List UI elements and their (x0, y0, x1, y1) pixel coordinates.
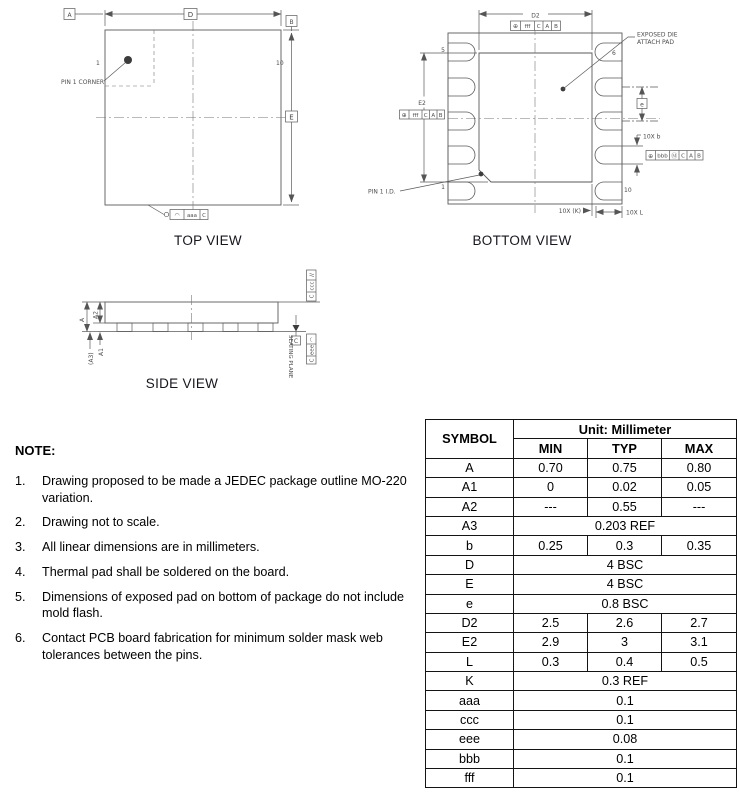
pin1-id-leader (400, 175, 480, 191)
fcf-eee-flatness-icon: ◠ (309, 337, 316, 342)
value-cell: 4 BSC (514, 555, 737, 574)
min-header: MIN (514, 439, 588, 458)
side-height-dims (82, 302, 105, 349)
fcf-e2-tolerance: fff (412, 112, 419, 119)
dim-l-label: 10X L (626, 209, 643, 217)
max-cell: 0.80 (662, 458, 737, 477)
fcf-d2-position-icon: ⊕ (512, 23, 519, 31)
notes-section (15, 443, 413, 672)
symbol-cell: fff (426, 769, 514, 788)
notes-heading: NOTE: (15, 443, 56, 458)
pin1-id-label: PIN 1 I.D. (368, 188, 396, 196)
top-view-title: TOP VIEW (174, 233, 242, 248)
symbol-cell: A3 (426, 516, 514, 535)
pin1-corner-label: PIN 1 CORNER (61, 79, 105, 86)
note-text: Drawing proposed to be made a JEDEC package outline MO-220 variation. (42, 474, 407, 505)
table-row (426, 536, 737, 555)
value-cell: 0.8 BSC (514, 594, 737, 613)
fcf-b-datum3: B (697, 153, 701, 160)
fcf-d2-datum1: C (536, 24, 541, 30)
table-row (426, 613, 737, 632)
exposed-pad-label-line1: EXPOSED DIE (637, 31, 678, 39)
exposed-pad-label-line2: ATTACH PAD (637, 39, 674, 46)
note-number: 4. (15, 564, 26, 579)
pin1-id-dot (479, 172, 484, 177)
datum-b-flag: B (289, 19, 294, 26)
table-row (426, 555, 737, 574)
table-row (426, 594, 737, 613)
symbol-cell: A2 (426, 497, 514, 516)
seating-plane-label: SEATING PLANE (287, 335, 293, 379)
symbol-cell: D2 (426, 613, 514, 632)
typ-cell: 3 (588, 633, 662, 652)
dim-A3-label: (A3) (88, 352, 95, 365)
table-row (426, 458, 737, 477)
fcf-eee-tolerance: eee (309, 344, 316, 356)
fcf-aaa-datum: C (202, 213, 206, 219)
value-cell: 0.08 (514, 730, 737, 749)
dim-E-lines (283, 16, 299, 206)
datum-a-flag: A (67, 12, 72, 19)
top-view-pin10-number: 10 (276, 60, 284, 67)
table-row (426, 710, 737, 729)
pin5-number: 5 (441, 47, 445, 54)
pin10-number: 10 (624, 187, 632, 194)
value-cell: 0.1 (514, 691, 737, 710)
fcf-e2-datum2: A (431, 112, 436, 119)
note-number: 1. (15, 474, 26, 488)
min-cell: 2.9 (514, 633, 588, 652)
dim-D-label: D (187, 11, 194, 19)
fcf-b-position-icon: ⊕ (648, 152, 654, 160)
dim-e-label: e (640, 101, 644, 109)
fcf-aaa-symbol profile-icon: ◠ (174, 212, 180, 219)
typ-cell: 2.6 (588, 613, 662, 632)
fcf-e2-datum1: C (423, 112, 428, 119)
note-text: Drawing not to scale. (42, 515, 160, 530)
fcf-ccc-parallelism-icon: // (309, 273, 316, 277)
dim-A2-label: A2 (92, 311, 100, 319)
fcf-d2-tolerance: fff (524, 24, 531, 30)
note-item (15, 630, 413, 663)
symbol-cell: K (426, 672, 514, 691)
max-cell: --- (662, 497, 737, 516)
table-row (426, 672, 737, 691)
top-view-drawing (60, 5, 380, 235)
table-row (426, 516, 737, 535)
top-view-pin1-number: 1 (96, 60, 100, 67)
value-cell: 0.203 REF (514, 516, 737, 535)
table-row (426, 575, 737, 594)
fcf-b-datum2: A (689, 153, 693, 160)
pin1-number: 1 (441, 184, 445, 191)
value-cell: 0.3 REF (514, 672, 737, 691)
value-cell: 0.1 (514, 749, 737, 768)
symbol-cell: e (426, 594, 514, 613)
pin1-corner-leader (104, 63, 126, 82)
min-cell: 0.25 (514, 536, 588, 555)
symbol-header: SYMBOL (426, 420, 514, 459)
min-cell: 2.5 (514, 613, 588, 632)
max-cell: 0.05 (662, 478, 737, 497)
max-header: MAX (662, 439, 737, 458)
dim-E-label: E (289, 113, 294, 122)
side-view-title: SIDE VIEW (145, 376, 219, 391)
min-cell: 0.3 (514, 652, 588, 671)
dimension-table (425, 419, 737, 788)
min-cell: 0.70 (514, 458, 588, 477)
dim-D-lines (64, 9, 281, 27)
dim-E2-label: E2 (418, 100, 426, 107)
fcf-d2-datum3: B (554, 24, 558, 30)
max-cell: 3.1 (662, 633, 737, 652)
dim-l-lines (596, 206, 622, 218)
symbol-cell: A1 (426, 478, 514, 497)
dim-A-label: A (79, 317, 86, 323)
fcf-ccc-datum: C (309, 294, 316, 299)
dim-b-label: 10X b (643, 133, 661, 141)
max-cell: 0.35 (662, 536, 737, 555)
fcf-e2-position-icon: ⊕ (401, 112, 407, 119)
fcf-e2-datum3: B (438, 112, 443, 119)
min-cell: --- (514, 497, 588, 516)
dim-D2-label: D2 (531, 12, 540, 20)
note-item (15, 564, 413, 581)
note-text: Dimensions of exposed pad on bottom of package do not include mold flash. (42, 589, 404, 621)
max-cell: 0.5 (662, 652, 737, 671)
note-number: 3. (15, 540, 26, 555)
bottom-view-drawing (360, 0, 739, 232)
table-row (426, 497, 737, 516)
dimension-table-body (426, 458, 737, 788)
fcf-b-tolerance: bbb (657, 153, 668, 160)
note-item (15, 539, 413, 556)
fcf-b-datum1: C (681, 153, 685, 160)
notes-list (15, 473, 413, 664)
table-row (426, 691, 737, 710)
note-number: 5. (15, 589, 26, 604)
table-row (426, 749, 737, 768)
typ-cell: 0.55 (588, 497, 662, 516)
note-text: Contact PCB board fabrication for minimum solder mask web tolerances between the pins. (42, 631, 383, 662)
fcf-ccc-tolerance: ccc (309, 281, 316, 291)
fcf-eee-datum: C (309, 358, 316, 363)
symbol-cell: ccc (426, 710, 514, 729)
symbol-cell: E2 (426, 633, 514, 652)
typ-cell: 0.75 (588, 458, 662, 477)
unit-header: Unit: Millimeter (514, 420, 737, 439)
top-view-centerlines (96, 21, 290, 214)
note-number: 2. (15, 515, 26, 530)
note-number: 6. (15, 631, 26, 646)
note-text: All linear dimensions are in millimeters. (42, 540, 260, 555)
typ-cell: 0.3 (588, 536, 662, 555)
table-row (426, 769, 737, 788)
symbol-cell: b (426, 536, 514, 555)
note-item (15, 514, 413, 531)
fcf-b-mmc-icon: Ⓜ (671, 152, 678, 160)
note-text: Thermal pad shall be soldered on the board. (42, 564, 290, 579)
pin6-number: 6 (612, 50, 616, 57)
symbol-cell: eee (426, 730, 514, 749)
min-cell: 0 (514, 478, 588, 497)
max-cell: 2.7 (662, 613, 737, 632)
bottom-view-title: BOTTOM VIEW (472, 233, 572, 248)
exposed-pad-outline (479, 53, 592, 182)
side-view-body (98, 302, 306, 332)
table-row (426, 652, 737, 671)
note-item (15, 589, 413, 622)
symbol-cell: bbb (426, 749, 514, 768)
value-cell: 4 BSC (514, 575, 737, 594)
value-cell: 0.1 (514, 710, 737, 729)
symbol-cell: D (426, 555, 514, 574)
note-item (15, 473, 413, 506)
seating-plane-triangle-icon (293, 325, 300, 332)
dim-k-label: 10X (K) (558, 208, 581, 215)
table-row (426, 633, 737, 652)
datum-c-flag: C (293, 338, 299, 345)
symbol-cell: L (426, 652, 514, 671)
value-cell: 0.1 (514, 769, 737, 788)
typ-header: TYP (588, 439, 662, 458)
symbol-cell: E (426, 575, 514, 594)
table-row (426, 730, 737, 749)
typ-cell: 0.02 (588, 478, 662, 497)
table-row (426, 478, 737, 497)
fcf-aaa-tolerance: aaa (186, 213, 198, 219)
fcf-d2-datum2: A (545, 24, 550, 30)
dim-A1-label: A1 (98, 348, 105, 356)
symbol-cell: aaa (426, 691, 514, 710)
symbol-cell: A (426, 458, 514, 477)
typ-cell: 0.4 (588, 652, 662, 671)
